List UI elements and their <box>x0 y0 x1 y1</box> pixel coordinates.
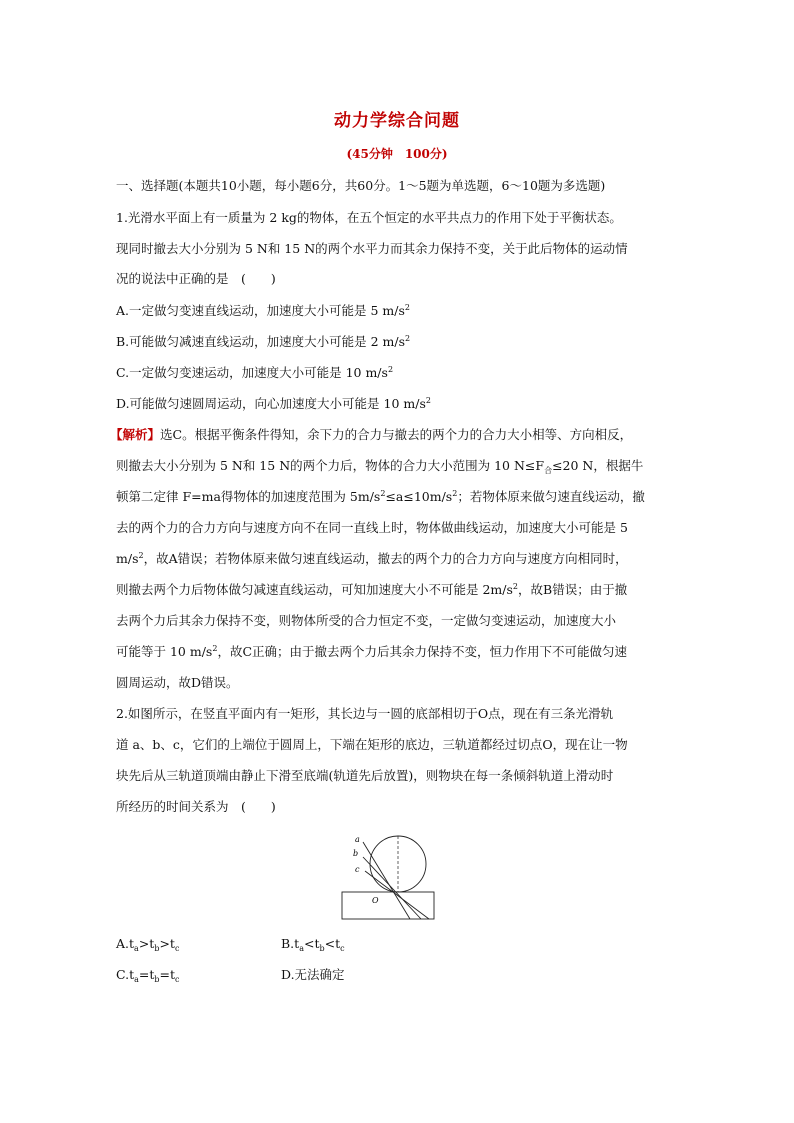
q1-stem-line-1: 1.光滑水平面上有一质量为 2 kg的物体，在五个恒定的水平共点力的作用下处于平衡状态。 <box>116 210 622 225</box>
q1-option-b: B.可能做匀减速直线运动，加速度大小可能是 2 $m/s^2$ <box>116 334 411 349</box>
page-subtitle: (45分钟 100分) <box>346 147 448 161</box>
q2-stem-line-3: 块先后从三轨道顶端由静止下滑至底端(轨道先后放置)，则物块在每一条倾斜轨道上滑动时 <box>116 768 614 783</box>
q1-analysis-line-1: 【解析】选C。根据平衡条件得知，余下力的合力与撤去的两个力的合力大小相等、方向相反， <box>110 427 633 442</box>
q1-option-d: D.可能做匀速圆周运动，向心加速度大小可能是 10 $m/s^2$ <box>116 396 431 411</box>
q1-analysis-line-7: 去两个力后其余力保持不变，则物体所受的合力恒定不变，一定做匀变速运动，加速度大小 <box>116 613 617 628</box>
section-heading: 一、选择题(本题共10小题，每小题6分，共60分。1～5题为单选题，6～10题为多选题) <box>116 178 606 193</box>
page-title: 动力学综合问题 <box>334 111 460 131</box>
label-c: c <box>355 865 360 874</box>
label-b: b <box>353 849 359 858</box>
q1-analysis-line-8: 可能等于 10 $m/s^2$，故C正确；由于撤去两个力后其余力保持不变，恒力作用下不可能做匀速 <box>116 644 628 659</box>
q1-analysis-line-9: 圆周运动，故D错误。 <box>116 675 239 690</box>
track-c <box>365 871 429 919</box>
analysis-tag: 【解析】 <box>110 427 161 442</box>
track-a <box>363 842 410 919</box>
figure-rectangle <box>342 892 434 919</box>
q1-analysis-line-2: 则撤去大小分别为 5 N和 15 N的两个力后，物体的合力大小范围为 10 $N\le F_合\le 20$ N，根据牛 <box>116 458 644 475</box>
q1-analysis-line-3: 顿第二定律 F=ma得物体的加速度范围为 $5m/s^2\le a\le 10m/s^2$；若物体原来做匀速直线运动，撤 <box>116 489 645 504</box>
q1-option-c: C.一定做匀变速运动，加速度大小可能是 10 $m/s^2$ <box>116 365 394 380</box>
q1-option-a: A.一定做匀变速直线运动，加速度大小可能是 5 $m/s^2$ <box>116 303 410 318</box>
q2-stem-line-4: 所经历的时间关系为 ( ) <box>116 799 276 814</box>
q2-stem-line-2: 道 a、b、c，它们的上端位于圆周上，下端在矩形的底边，三轨道都经过切点O，现在让一物 <box>116 737 628 752</box>
label-a: a <box>355 835 360 844</box>
q2-option-c: $C.t_a=t_b=t_c$ <box>116 967 180 984</box>
q2-option-a: $A.t_a>t_b>t_c$ <box>116 936 180 953</box>
q1-stem-line-2: 现同时撤去大小分别为 5 N和 15 N的两个水平力而其余力保持不变，关于此后物体的运动情 <box>116 241 628 256</box>
q1-analysis-line-4: 去的两个力的合力方向与速度方向不在同一直线上时，物体做曲线运动，加速度大小可能是 5 <box>116 520 628 535</box>
q2-option-b: $B.t_a<t_b<t_c$ <box>281 936 345 953</box>
q2-option-d: D.无法确定 <box>281 967 345 982</box>
q1-stem-line-3: 况的说法中正确的是 ( ) <box>116 271 276 286</box>
circle-rectangle-figure <box>340 826 436 922</box>
q1-analysis-line-6: 则撤去两个力后物体做匀减速直线运动，可知加速度大小不可能是 $2m/s^2$，故B错误；由于撤 <box>116 582 628 597</box>
q1-analysis-line-5: $m/s^2$，故A错误；若物体原来做匀速直线运动，撤去的两个力的合力方向与速度方向相同时， <box>116 551 628 566</box>
q2-stem-line-1: 2.如图所示，在竖直平面内有一矩形，其长边与一圆的底部相切于O点，现在有三条光滑轨 <box>116 706 614 721</box>
label-o: O <box>372 896 379 905</box>
